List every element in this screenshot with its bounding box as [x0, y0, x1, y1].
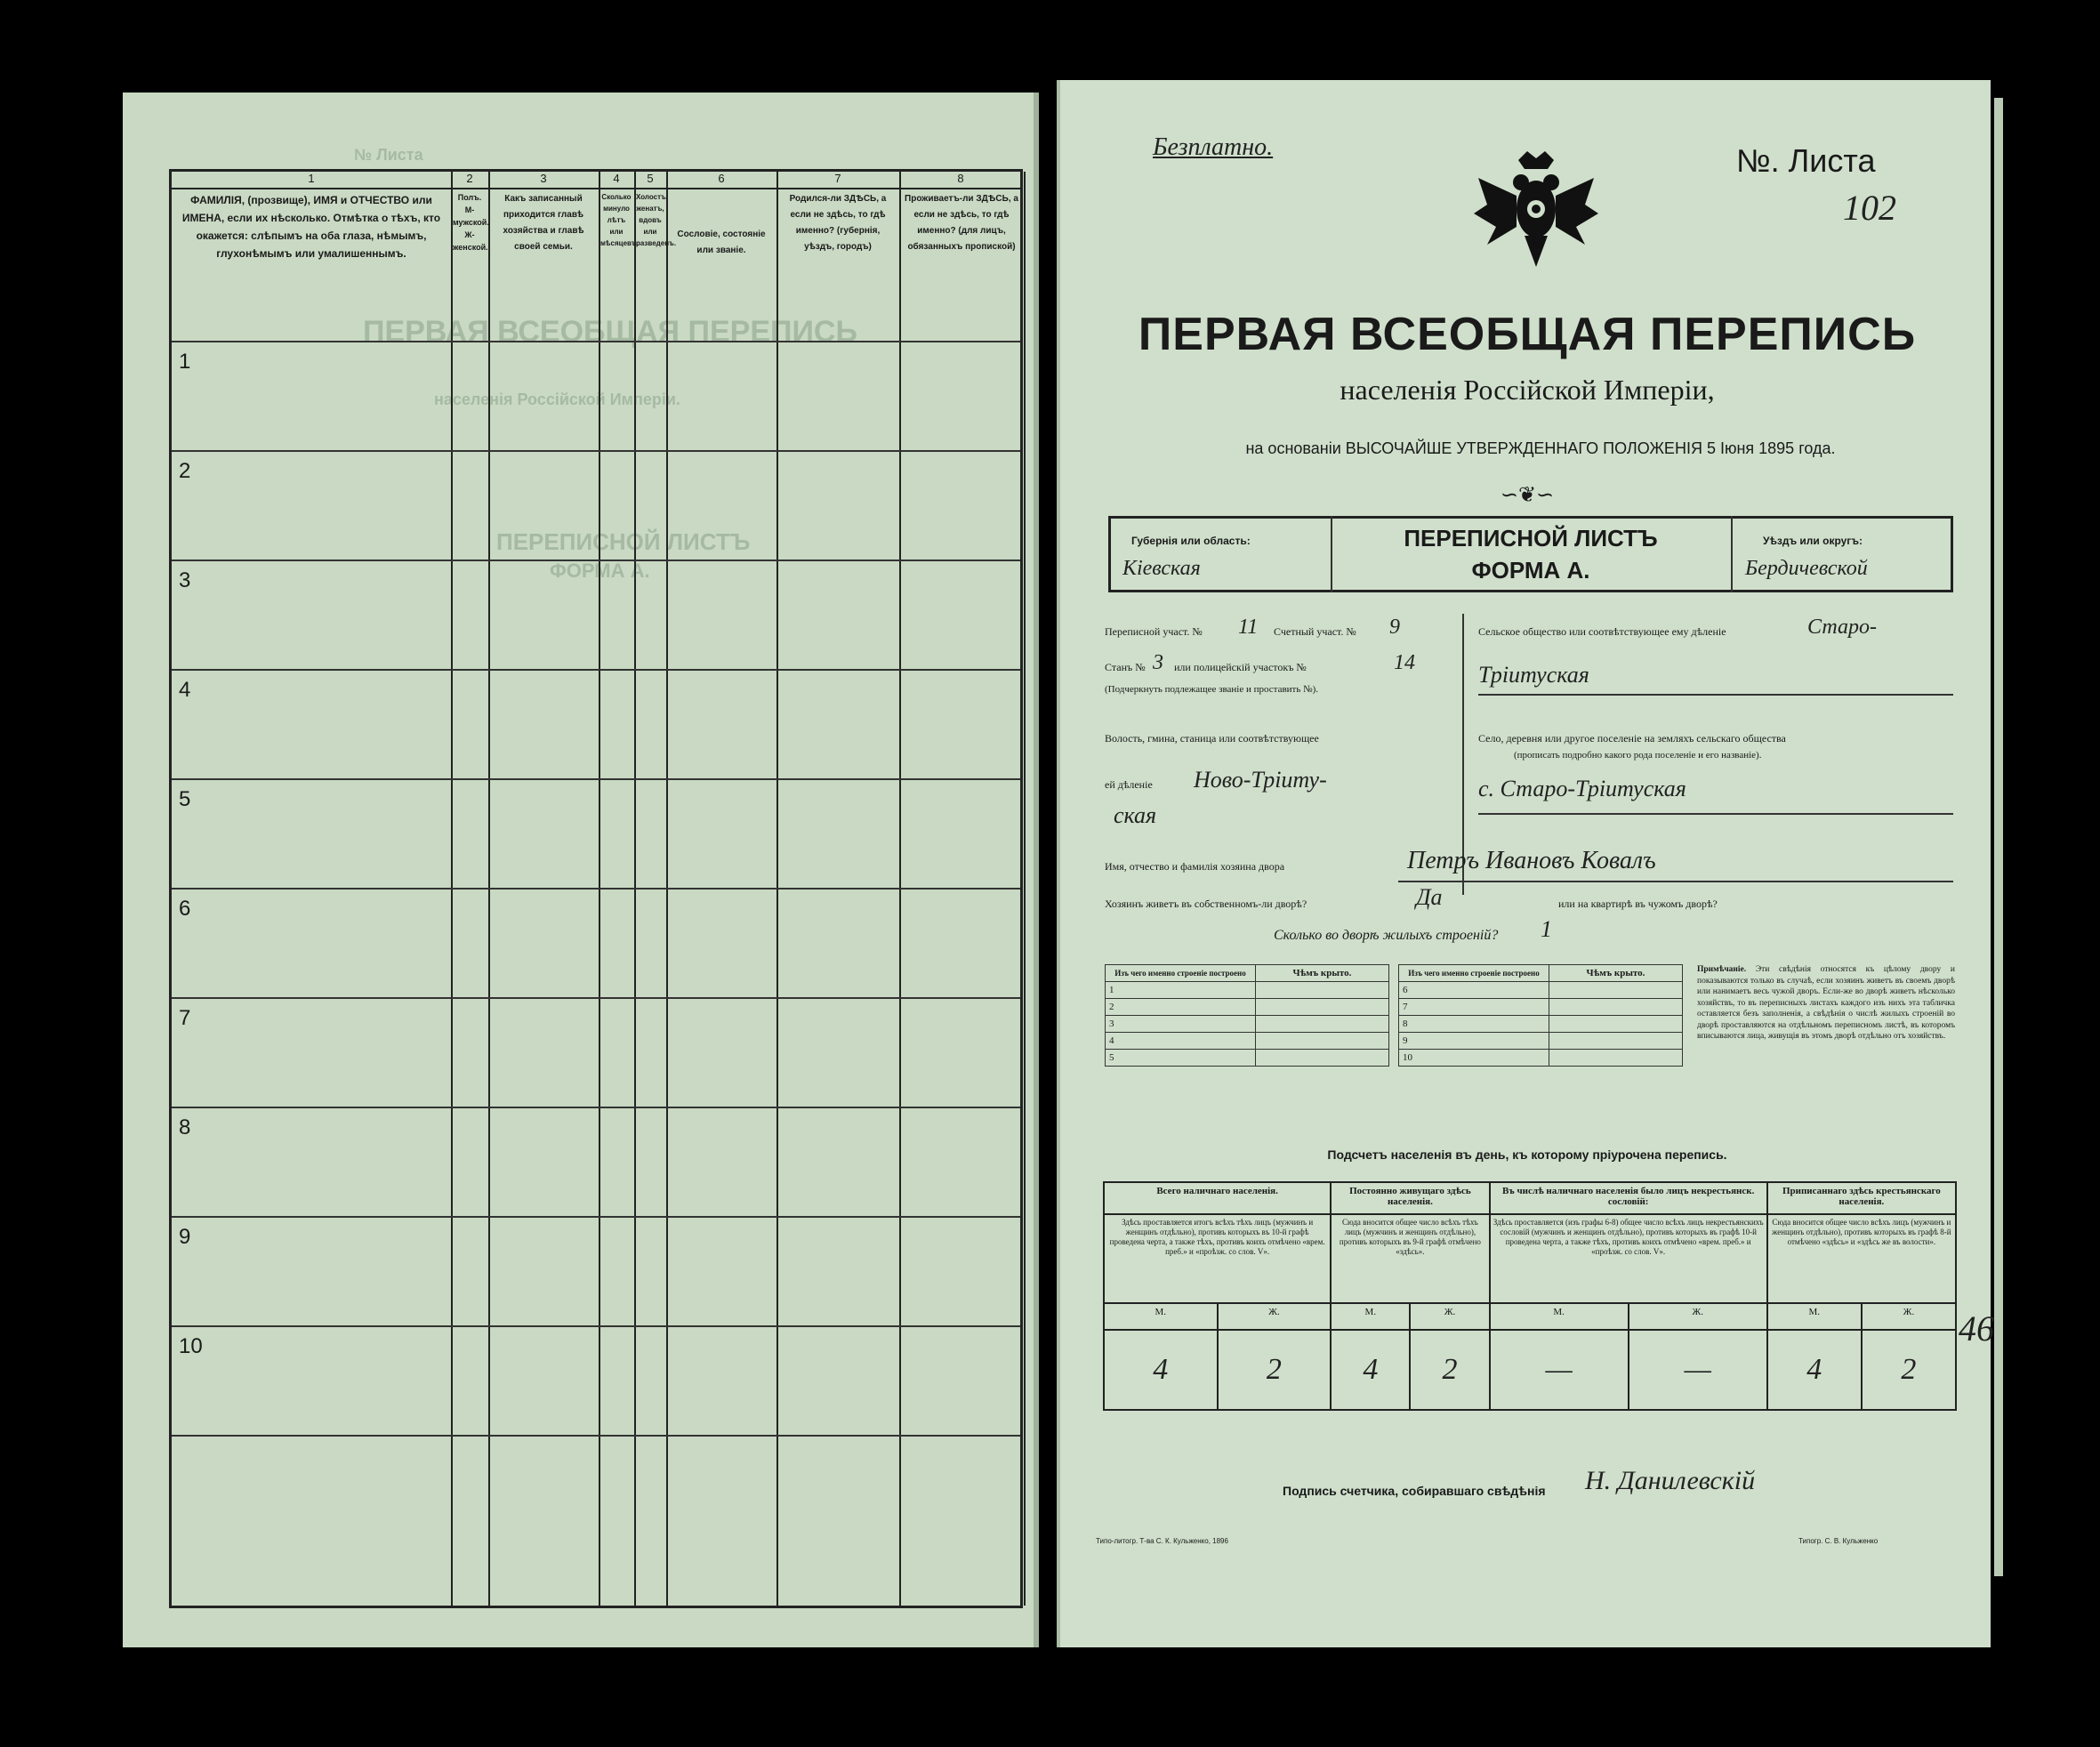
- note-label: Примѣчаніе.: [1697, 965, 1747, 974]
- sex-male: М.: [1490, 1303, 1629, 1330]
- col-num-3: 3: [540, 172, 547, 185]
- row-number-1: 1: [179, 350, 191, 374]
- village-note: (прописать подробно какого рода поселеніе и его названіе).: [1514, 750, 1762, 761]
- col-header-estate: Сословіе, состояніе или званіе.: [677, 229, 766, 255]
- buildings-col-roof: Чѣмъ крыто.: [1256, 965, 1389, 982]
- volost-value-2: ская: [1114, 802, 1157, 828]
- sex-male: М.: [1331, 1303, 1410, 1330]
- household-members-table: [169, 169, 1023, 1608]
- pop-header-permanent: Постоянно живущаго здѣсь населенія.: [1331, 1182, 1489, 1214]
- col-header-age: Сколько минуло лѣтъ или мѣсяцевъ.: [600, 193, 639, 247]
- owner-label: Имя, отчество и фамилія хозяина двора: [1105, 860, 1285, 873]
- ghost-sheet-no: № Листа: [354, 146, 423, 164]
- sheet-number-label: №. Листа: [1736, 142, 1876, 179]
- document-title: ПЕРВАЯ ВСЕОБЩАЯ ПЕРЕПИСЬ: [1138, 309, 1917, 360]
- buildings-row: 6: [1399, 982, 1549, 999]
- buildings-col-material: Изъ чего именно строеніе построено: [1399, 965, 1549, 982]
- left-page: [123, 93, 1039, 1647]
- stan-value: 3: [1153, 651, 1163, 674]
- row-number-6: 6: [179, 897, 191, 921]
- col-num-6: 6: [718, 172, 725, 185]
- col-header-marital: Холостъ, женатъ, вдовъ или разведенъ.: [636, 193, 677, 247]
- coat-of-arms-icon: [1469, 142, 1603, 276]
- col-num-1: 1: [308, 172, 315, 185]
- pop-value: 4: [1331, 1330, 1410, 1410]
- right-page: [1057, 80, 1994, 1647]
- sex-female: Ж.: [1218, 1303, 1332, 1330]
- row-number-5: 5: [179, 787, 191, 811]
- buildings-note: [1697, 964, 1955, 1043]
- pop-header-total: Всего наличнаго населенія.: [1104, 1182, 1331, 1214]
- volost-label: Волость, гмина, станица или соотвѣтствующее: [1105, 732, 1319, 745]
- row-number-2: 2: [179, 459, 191, 483]
- village-value: с. Старо-Тріитуская: [1478, 776, 1686, 801]
- buildings-row: 4: [1106, 1033, 1256, 1050]
- buildings-row: 8: [1399, 1016, 1549, 1033]
- rural-society-value: Старо-: [1807, 616, 1877, 639]
- pop-value: —: [1490, 1330, 1629, 1410]
- lives-other-label: или на квартирѣ въ чужомъ дворѣ?: [1558, 898, 1718, 910]
- sex-male: М.: [1104, 1303, 1218, 1330]
- census-district-label: Переписной участ. №: [1105, 625, 1203, 638]
- ghost-title: ПЕРВАЯ ВСЕОБЩАЯ ПЕРЕПИСЬ: [363, 315, 857, 349]
- col-num-5: 5: [647, 172, 654, 185]
- rural-society-value-2: Тріитуская: [1478, 662, 1589, 688]
- printer-imprint-left: Типо-литогр. Т-ва С. К. Кульженко, 1896: [1096, 1537, 1228, 1545]
- population-count-table: [1103, 1181, 1957, 1411]
- owner-value: Петръ Ивановъ Ковалъ: [1407, 847, 1656, 874]
- uezd-label: Уѣздъ или округъ:: [1763, 535, 1863, 547]
- sex-female: Ж.: [1629, 1303, 1767, 1330]
- village-label: Село, деревня или другое поселеніе на земляхъ сельскаго общества: [1478, 732, 1786, 745]
- pop-value: 4: [1767, 1330, 1862, 1410]
- legal-basis: на основаніи ВЫСОЧАЙШЕ УТВЕРЖДЕННАГО ПОЛОЖЕНІЯ 5 Іюня 1895 года.: [1245, 439, 1836, 457]
- buildings-label: Сколько во дворѣ жилыхъ строеній?: [1274, 928, 1499, 943]
- buildings-row: 1: [1106, 982, 1256, 999]
- form-title: ПЕРЕПИСНОЙ ЛИСТЪ: [1404, 525, 1658, 551]
- pop-value: —: [1629, 1330, 1767, 1410]
- pop-desc: Сюда вносится общее число всѣхъ тѣхъ лицъ (мужчинъ и женщинъ отдѣльно), противъ которыхъ въ 9-й графѣ отмѣчено «здѣсь».: [1331, 1214, 1489, 1303]
- sex-male: М.: [1767, 1303, 1862, 1330]
- pop-value: 4: [1104, 1330, 1218, 1410]
- pop-header-peasant: Приписаннаго здѣсь крестьянскаго населенія.: [1767, 1182, 1956, 1214]
- pop-desc: Здѣсь проставляется (изъ графы 6-8) общее число всѣхъ лицъ некрестьянскихъ сословій (мужчинъ и женщинъ отдѣльно), противъ которыхъ въ графѣ 10-й проведена черта, а также тѣхъ, противъ коихъ отмѣчено «врем. преб.» и «проѣзж. со слов. V».: [1490, 1214, 1767, 1303]
- note-text: Эти свѣдѣнія относятся къ цѣлому двору и показываются только въ случаѣ, если хозяинъ живетъ въ своемъ дворѣ или нанимаетъ весь чужой дворъ. Если-же во дворѣ живетъ нѣсколько хозяйствъ, то въ переписныхъ листахъ каждого изъ нихъ эта табличка оставляется безъ заполненія, а свѣдѣнія о числѣ жилыхъ строеній во дворѣ проставляются на отдѣльномъ переписномъ листѣ, въ которомъ вписываются лица, живущія въ этомъ дворѣ отдѣльно отъ хозяйствъ.: [1697, 965, 1955, 1041]
- col-header-residence: Проживаетъ-ли ЗДѢСЬ, а если не здѣсь, то гдѣ именно? (для лицъ, обязанныхъ пропиской): [905, 194, 1018, 252]
- guberniya-value: Кіевская: [1122, 557, 1201, 580]
- pop-value: 2: [1410, 1330, 1489, 1410]
- sex-female: Ж.: [1862, 1303, 1956, 1330]
- pop-desc: Сюда вносится общее число всѣхъ лицъ (мужчинъ и женщинъ отдѣльно), противъ которыхъ въ графѣ 8-й отмѣчено «здѣсь» и «здѣсь же въ волости».: [1767, 1214, 1956, 1303]
- col-num-2: 2: [466, 172, 473, 185]
- buildings-col-material: Изъ чего именно строеніе построено: [1106, 965, 1256, 982]
- col-num-7: 7: [834, 172, 841, 185]
- signature-label: Подпись счетчика, собиравшаго свѣдѣнія: [1283, 1484, 1546, 1498]
- buildings-value: 1: [1541, 916, 1552, 942]
- buildings-row: 5: [1106, 1050, 1256, 1067]
- document-subtitle: населенія Россійской Имперіи,: [1340, 374, 1715, 406]
- ghost-form-a: ФОРМА А.: [550, 560, 650, 582]
- ghost-form-title: ПЕРЕПИСНОЙ ЛИСТЪ: [496, 528, 751, 555]
- pop-value: 2: [1218, 1330, 1332, 1410]
- counting-district-value: 9: [1389, 616, 1400, 639]
- row-number-10: 10: [179, 1334, 203, 1358]
- ornament: ∽❦∽: [1500, 484, 1555, 507]
- guberniya-label: Губернія или область:: [1131, 535, 1251, 547]
- volost-label-2: ей дѣленіе: [1105, 778, 1153, 791]
- volost-value: Ново-Тріиту-: [1194, 767, 1327, 793]
- stan-label: Станъ №: [1105, 661, 1146, 673]
- sheet-number-value: 102: [1843, 188, 1896, 228]
- col-num-8: 8: [957, 172, 964, 185]
- buildings-row: 10: [1399, 1050, 1549, 1067]
- pop-value: 2: [1862, 1330, 1956, 1410]
- col-header-relation: Какъ записанный приходится главѣ хозяйства и главѣ своей семьи.: [503, 194, 584, 252]
- population-count-title: Подсчетъ населенія въ день, къ которому пріурочена перепись.: [1327, 1147, 1727, 1162]
- row-number-3: 3: [179, 568, 191, 592]
- underline-note: (Подчеркнуть подлежащее званіе и проставить №).: [1105, 684, 1319, 695]
- row-number-7: 7: [179, 1006, 191, 1030]
- col-num-4: 4: [613, 172, 620, 185]
- lives-own-label: Хозяинъ живетъ въ собственномъ-ли дворѣ?: [1105, 898, 1307, 910]
- uezd-value: Бердичевской: [1745, 557, 1868, 580]
- row-number-9: 9: [179, 1225, 191, 1249]
- col-header-name: ФАМИЛІЯ, (прозвище), ИМЯ и ОТЧЕСТВО или ИМЕНА, если их нѣсколько. Отмѣтка о тѣхъ, кто окажется: слѣпымъ на оба глаза, нѣмымъ, глухонѣмымъ или умалишеннымъ.: [181, 194, 441, 260]
- signature: Н. Данилевскій: [1585, 1466, 1756, 1495]
- counting-district-label: Счетный участ. №: [1274, 625, 1356, 638]
- free-label: Безплатно.: [1153, 133, 1274, 161]
- col-header-sex: Полъ. М-мужской. Ж-женской.: [453, 193, 489, 252]
- buildings-row: 7: [1399, 999, 1549, 1016]
- buildings-row: 3: [1106, 1016, 1256, 1033]
- pop-header-non-peasant: Въ числѣ наличнаго населенія было лицъ некрестьянск. сословій:: [1490, 1182, 1767, 1214]
- margin-number: 46: [1959, 1308, 1994, 1348]
- pop-desc: Здѣсь проставляется итогъ всѣхъ тѣхъ лицъ (мужчинъ и женщинъ отдѣльно), противъ которыхъ въ 10-й графѣ проведена черта, а также тѣхъ, противъ коихъ отмѣчено «врем. преб.» и «проѣзж. со слов. V».: [1104, 1214, 1331, 1303]
- form-subtitle: ФОРМА А.: [1471, 557, 1590, 584]
- ghost-subtitle: населенія Россійской Имперіи.: [434, 390, 680, 408]
- col-header-birthplace: Родился-ли ЗДѢСЬ, а если не здѣсь, то гдѣ именно? (губернія, уѣздъ, городъ): [789, 194, 887, 252]
- police-district-label: или полицейскій участокъ №: [1174, 661, 1307, 673]
- census-district-value: 11: [1238, 616, 1259, 639]
- buildings-col-roof: Чѣмъ крыто.: [1549, 965, 1683, 982]
- lives-own-value: Да: [1416, 884, 1443, 910]
- buildings-table-right: [1398, 964, 1683, 1067]
- buildings-table-left: [1105, 964, 1389, 1067]
- buildings-row: 2: [1106, 999, 1256, 1016]
- row-number-8: 8: [179, 1115, 191, 1139]
- printer-imprint-right: Типогр. С. В. Кульженко: [1798, 1537, 1879, 1545]
- sex-female: Ж.: [1410, 1303, 1489, 1330]
- page-edge: [1994, 98, 2003, 1576]
- rural-society-label: Сельское общество или соотвѣтствующее ему дѣленіе: [1478, 625, 1726, 638]
- police-district-value: 14: [1394, 651, 1415, 674]
- buildings-row: 9: [1399, 1033, 1549, 1050]
- row-number-4: 4: [179, 678, 191, 702]
